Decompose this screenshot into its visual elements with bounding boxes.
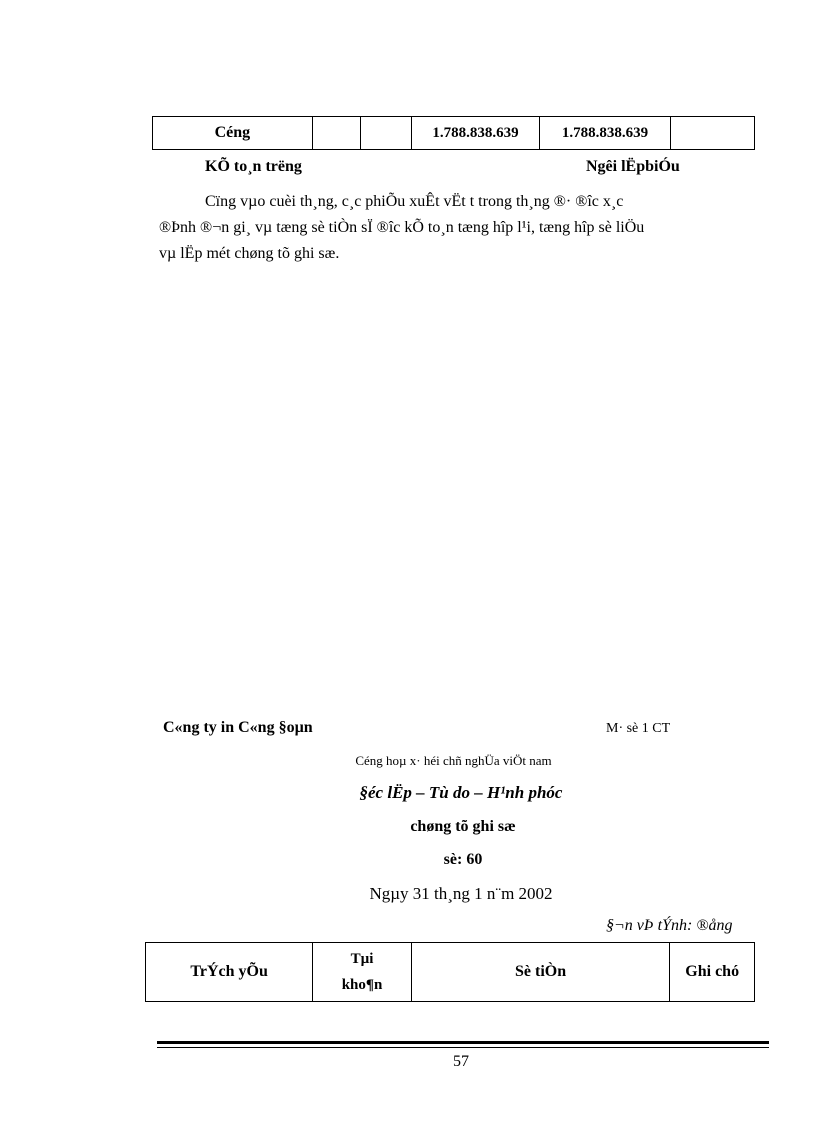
document-date: Ngµy 31 th¸ng 1 n¨m 2002: [369, 884, 553, 903]
paragraph-line-3: vµ lËp mét chøng tõ ghi sæ.: [159, 245, 340, 262]
totals-row: [153, 117, 755, 150]
form-number: M· sè 1 CT: [606, 721, 671, 736]
page-number: 57: [453, 1053, 469, 1070]
total-amount-2: 1.788.838.639: [540, 117, 671, 150]
total-cell-empty-2: [361, 117, 411, 150]
footer-rule-thin: [157, 1047, 769, 1048]
header-note: Ghi chó: [670, 943, 755, 1002]
total-cell-empty-1: [312, 117, 361, 150]
header-summary: TrÝch yÕu: [146, 943, 313, 1002]
voucher-table: [145, 942, 755, 1002]
document-number: sè: 60: [443, 851, 483, 868]
footer-rule-thick: [157, 1041, 769, 1044]
signature-chief-accountant: KÕ to¸n trëng: [205, 158, 302, 175]
motto: §éc lËp – Tù do – H¹nh phóc: [359, 783, 563, 802]
company-name: C«ng ty in C«ng §oµn: [163, 719, 313, 736]
paragraph-line-1: Cïng vµo cuèi th¸ng, c¸c phiÕu xuÊt vËt t trong th¸ng ®· ®îc x¸c: [205, 193, 624, 210]
document-title: chøng tõ ghi sæ: [410, 818, 516, 835]
voucher-header-row: [146, 943, 755, 1002]
total-label: Céng: [153, 117, 313, 150]
republic-title: Céng hoµ x· héi chñ nghÜa viÖt nam: [355, 753, 552, 768]
total-amount-1: 1.788.838.639: [411, 117, 540, 150]
total-cell-empty-3: [670, 117, 754, 150]
header-amount: Sè tiÒn: [411, 943, 670, 1002]
header-account: [313, 943, 412, 1002]
currency-unit: §¬n vÞ tÝnh: ®ång: [606, 917, 733, 934]
signature-preparer: Ngêi lËpbiÓu: [586, 158, 680, 175]
header-account-line-2: kho¶n: [341, 977, 383, 993]
header-account-line-1: Tµi: [350, 951, 374, 967]
paragraph-line-2: ®Þnh ®¬n gi¸ vµ tæng sè tiÒn sÏ ®îc kÕ to¸n tæng hîp l¹i, tæng hîp sè liÖu: [159, 219, 645, 236]
totals-table: [152, 116, 755, 150]
